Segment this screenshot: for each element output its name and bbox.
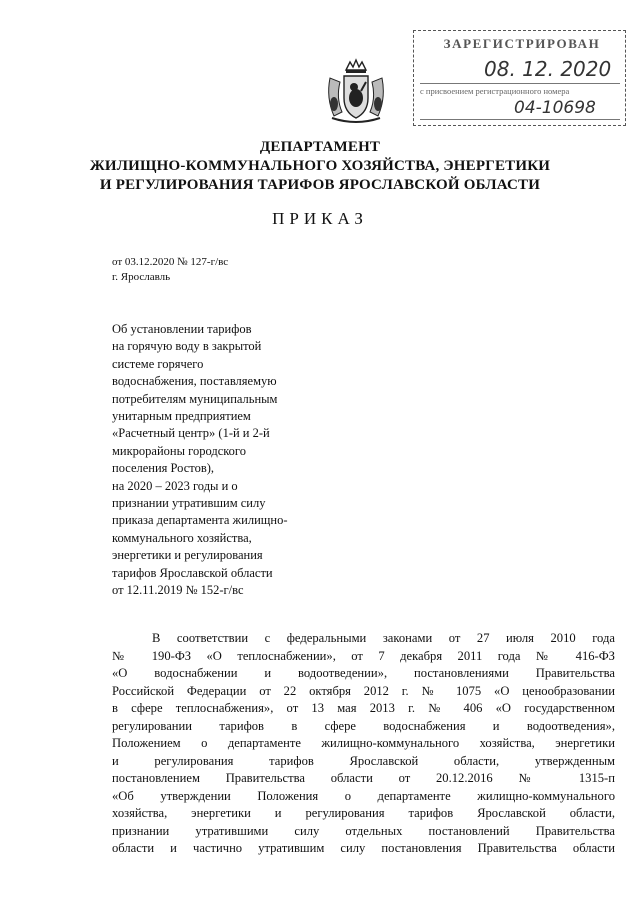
subject-line: водоснабжения, поставляемую — [112, 374, 277, 389]
body-line: признании утратившими силу отдельных постановлений Правительства — [112, 823, 615, 838]
stamp-title: ЗАРЕГИСТРИРОВАН — [443, 36, 601, 51]
body-line: «О водоснабжении и водоотведении», постановлениями Правительства — [112, 666, 615, 680]
body-line: области и частично утратившим силу постановления Правительства области — [112, 841, 615, 855]
order-body — [112, 630, 615, 858]
body-line: постановлением Правительства области от 20.12.2016 № 1315-п — [112, 771, 615, 785]
subject-line: приказа департамента жилищно- — [112, 513, 288, 528]
order-date-number: от 03.12.2020 № 127-г/вс — [112, 256, 229, 268]
body-line: хозяйства, энергетики и регулирования тарифов Ярославской области, — [112, 806, 615, 820]
registration-stamp — [413, 30, 626, 126]
subject-line: Об установлении тарифов — [112, 322, 252, 336]
department-title-line-2: ЖИЛИЩНО-КОММУНАЛЬНОГО ХОЗЯЙСТВА, ЭНЕРГЕТИКИ — [89, 158, 551, 174]
stamp-date: 08. 12. 2020 — [484, 57, 612, 81]
subject-line: потребителям муниципальным — [112, 391, 278, 406]
order-title: ПРИКАЗ — [272, 209, 368, 228]
subject-line: поселения Ростов), — [112, 461, 215, 476]
subject-line: унитарным предприятием — [112, 409, 251, 424]
stamp-divider — [420, 83, 620, 84]
body-line: № 190-ФЗ «О теплоснабжении», от 7 декабря 2011 года № 416-ФЗ — [112, 648, 615, 663]
body-line: В соответствии с федеральными законами от 27 июля 2010 года — [152, 631, 615, 645]
subject-line: энергетики и регулирования — [112, 548, 263, 563]
body-line: «Об утверждении Положения о департаменте жилищно-коммунального — [112, 788, 615, 803]
department-title-line-1: ДЕПАРТАМЕНТ — [259, 139, 381, 155]
order-city: г. Ярославль — [112, 271, 171, 283]
subject-line: от 12.11.2019 № 152-г/вс — [112, 583, 244, 598]
body-line: Положением о департаменте жилищно-коммунального хозяйства, энергетики — [112, 736, 615, 750]
subject-line: признании утратившим силу — [112, 496, 266, 511]
body-line: регулировании тарифов в сфере водоснабжения и водоотведения», — [112, 718, 615, 733]
subject-line: коммунального хозяйства, — [112, 530, 252, 545]
body-line: в сфере теплоснабжения», от 13 мая 2013 г. № 406 «О государственном — [112, 701, 615, 715]
body-line: Российской Федерации от 22 октября 2012 г. № 1075 «О ценообразовании — [112, 683, 615, 698]
subject-line: на 2020 – 2023 годы и о — [112, 478, 238, 493]
stamp-number: 04-10698 — [514, 98, 596, 118]
stamp-caption: с присвоением регистрационного номера — [420, 86, 570, 96]
order-subject — [112, 321, 342, 600]
subject-line: микрорайоны городского — [112, 443, 246, 458]
subject-line: системе горячего — [112, 356, 204, 371]
department-title-line-3: И РЕГУЛИРОВАНИЯ ТАРИФОВ ЯРОСЛАВСКОЙ ОБЛАСТИ — [99, 177, 541, 193]
subject-line: «Расчетный центр» (1-й и 2-й — [112, 426, 270, 441]
stamp-divider — [420, 119, 620, 120]
body-line: и регулирования тарифов Ярославской области, утвержденным — [112, 753, 615, 768]
subject-line: тарифов Ярославской области — [112, 565, 273, 580]
coat-of-arms-icon — [324, 58, 388, 124]
subject-line: на горячую воду в закрытой — [112, 339, 262, 354]
